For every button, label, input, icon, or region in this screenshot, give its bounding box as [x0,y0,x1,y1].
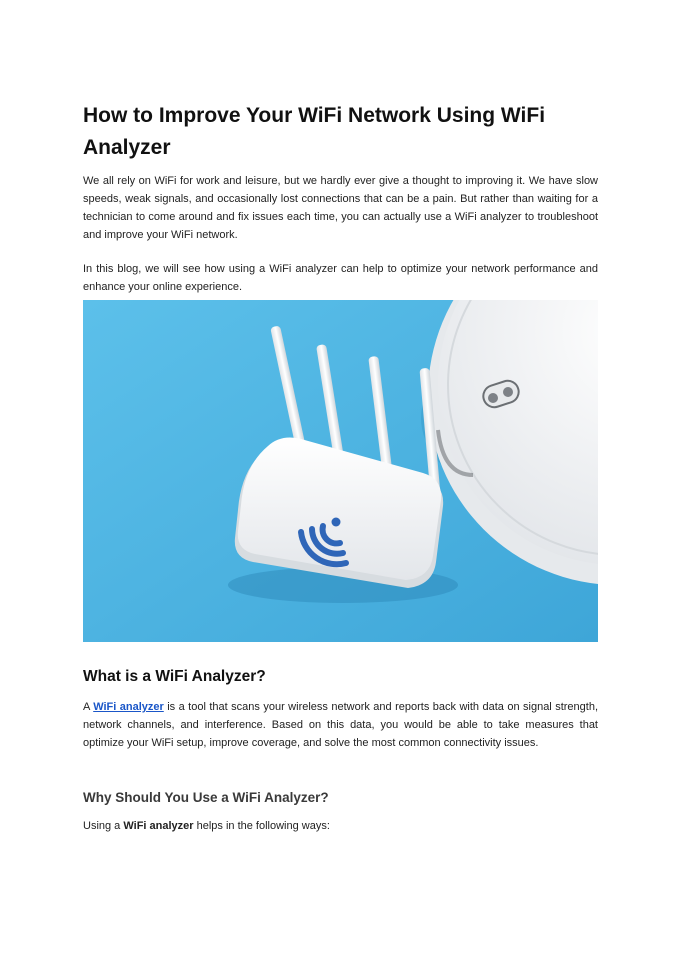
blog-intro-paragraph: In this blog, we will see how using a WiFi analyzer can help to optimize your network performance and enhance your online experience. [83,263,598,293]
what-paragraph-rest: is a tool that scans your wireless network and reports back with data on signal strength, network channels, and interference. Based on this data, you would be able to take measures that optimize your WiFi setup, improve coverage, and solve the most common connectivity issues. [83,701,598,749]
why-paragraph-prefix: Using a [83,820,124,832]
why-paragraph-rest: helps in the following ways: [193,820,330,832]
why-paragraph [83,817,598,835]
router-illustration [83,300,598,642]
intro-paragraph: We all rely on WiFi for work and leisure, but we hardly ever give a thought to improving it. We have slow speeds, weak signals, and occasionally lost connections that can be a pain. But rather than waiting for a technician to come around and fix issues each time, you can actually use a WiFi analyzer to troubleshoot and improve your WiFi network. [83,175,598,241]
wifi-analyzer-link[interactable]: WiFi analyzer [93,701,164,713]
section-heading-why: Why Should You Use a WiFi Analyzer? [83,790,329,805]
what-paragraph-prefix: A [83,701,94,713]
what-paragraph [83,698,598,752]
article-title: How to Improve Your WiFi Network Using WiFi Analyzer [83,104,546,159]
why-bold-text: WiFi analyzer [123,820,194,832]
section-heading-what: What is a WiFi Analyzer? [83,668,266,685]
hero-router-image [83,300,598,642]
